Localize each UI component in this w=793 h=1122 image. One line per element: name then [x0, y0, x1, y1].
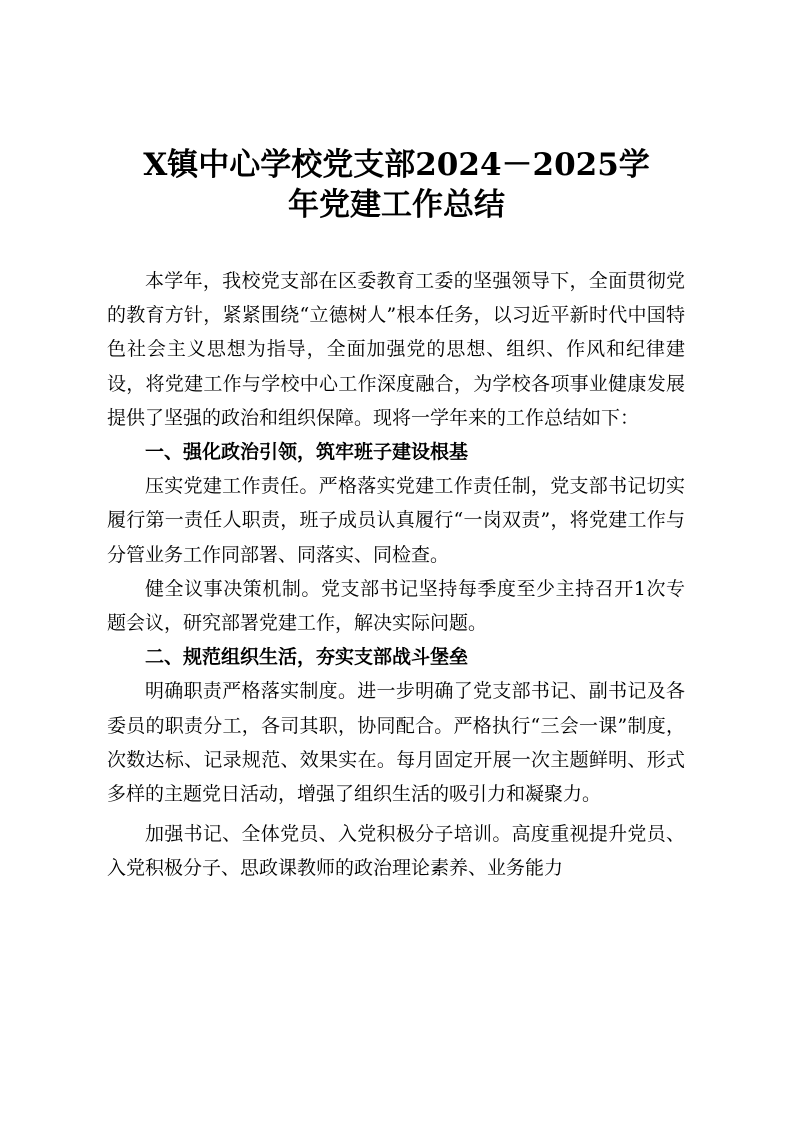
section-heading-1: 一、强化政治引领，筑牢班子建设根基 — [145, 441, 469, 464]
document-body — [107, 264, 685, 886]
section-heading-2: 二、规范组织生活，夯实支部战斗堡垒 — [145, 646, 469, 669]
body-paragraph: 压实党建工作责任。严格落实党建工作责任制，党支部书记切实履行第一责任人职责，班子成员认真履行“一岗双责”，将党建工作与分管业务工作同部署、同落实、同检查。 — [107, 475, 685, 566]
body-paragraph: 健全议事决策机制。党支部书记坚持每季度至少主持召开1次专题会议，研究部署党建工作，解决实际问题。 — [107, 577, 685, 635]
intro-paragraph: 本学年，我校党支部在区委教育工委的坚强领导下，全面贯彻党的教育方针，紧紧围绕“立德树人”根本任务，以习近平新时代中国特色社会主义思想为指导，全面加强党的思想、组织、作风和纪律建设，将党建工作与学校中心工作深度融合，为学校各项事业健康发展提供了坚强的政治和组织保障。现将一学年来的工作总结如下： — [107, 270, 685, 429]
document-title-line-2: 年党建工作总结 — [288, 187, 505, 223]
document-title-line-1: X镇中心学校党支部2024－2025学 — [143, 147, 650, 183]
body-paragraph: 加强书记、全体党员、入党积极分子培训。高度重视提升党员、入党积极分子、思政课教师的政治理论素养、业务能力 — [107, 823, 685, 880]
body-paragraph: 明确职责严格落实制度。进一步明确了党支部书记、副书记及各委员的职责分工，各司其职，协同配合。严格执行“三会一课”制度，次数达标、记录规范、效果实在。每月固定开展一次主题鲜明、形式多样的主题党日活动，增强了组织生活的吸引力和凝聚力。 — [107, 680, 685, 806]
